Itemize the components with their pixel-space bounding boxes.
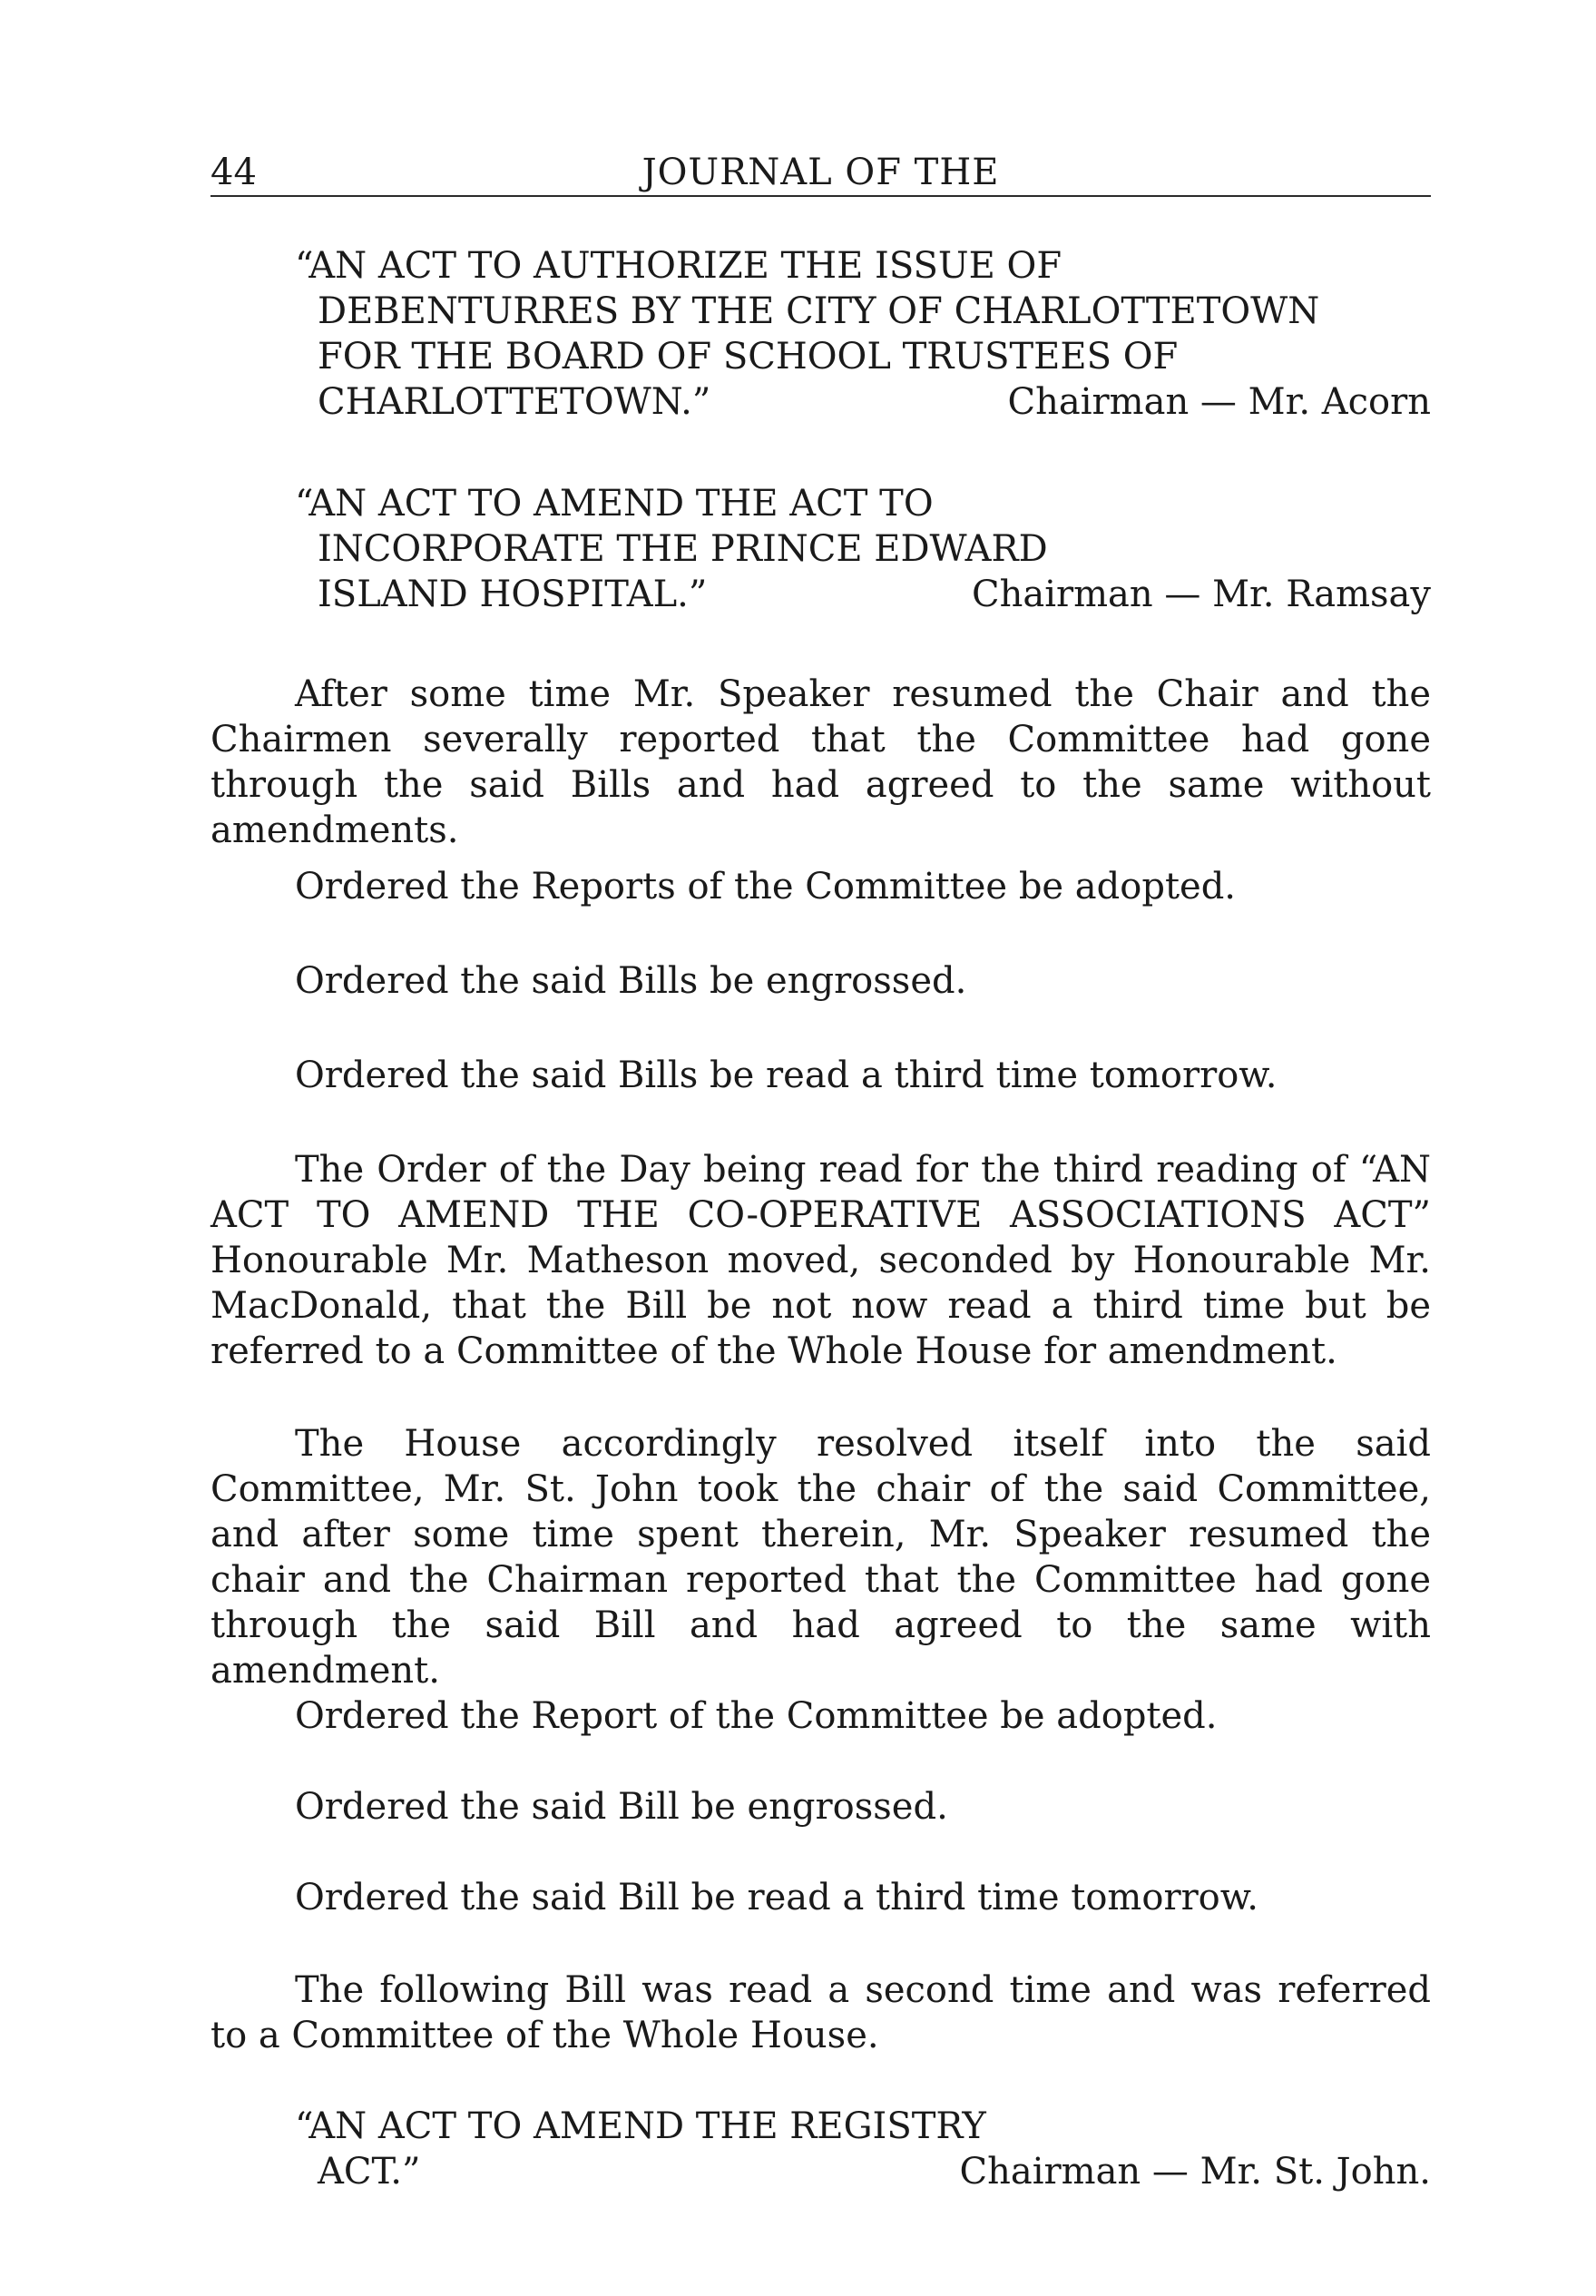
bill-title-line: ACT.” xyxy=(318,2151,421,2193)
bill-title-block xyxy=(295,2104,1431,2194)
committee-chairman: Chairman — Mr. St. John. xyxy=(959,2151,1431,2193)
paragraph: Ordered the said Bill be engrossed. xyxy=(295,1786,948,1828)
bill-title-last-line xyxy=(295,2149,1431,2194)
paragraph: The Order of the Day being read for the third reading of “AN ACT TO AMEND THE CO-OPERATIVE ASSOCIATIONS ACT” Honourable Mr. Matheson moved, seconded by Honourable Mr. MacDonald, that the Bill be not now read a third time but be referred to a Committee of the Whole House for amendment. xyxy=(211,1149,1431,1372)
bill-title-last-line xyxy=(295,572,1431,617)
paragraph: After some time Mr. Speaker resumed the Chair and the Chairmen severally reported that the Committee had gone through the said Bills and had agreed to the same without amendments. xyxy=(211,673,1431,851)
bill-title-block xyxy=(295,481,1431,617)
paragraph: Ordered the said Bills be read a third time tomorrow. xyxy=(295,1055,1278,1096)
bill-title-line: DEBENTURRES BY THE CITY OF CHARLOTTETOWN xyxy=(318,290,1320,332)
paragraph: The following Bill was read a second time and was referred to a Committee of the Whole House. xyxy=(211,1969,1431,2056)
bill-title-line: INCORPORATE THE PRINCE EDWARD xyxy=(318,528,1048,570)
committee-chairman: Chairman — Mr. Acorn xyxy=(1007,381,1431,423)
paragraph: Ordered the said Bills be engrossed. xyxy=(295,960,967,1002)
paragraph: Ordered the Report of the Committee be adopted. xyxy=(295,1695,1218,1737)
paragraph: The House accordingly resolved itself into the said Committee, Mr. St. John took the chair of the said Committee, and after some time spent therein, Mr. Speaker resumed the chair and the Chairman reported that the Committee had gone through the said Bill and had agreed to the same with amendment. xyxy=(211,1423,1431,1692)
bill-title-line: FOR THE BOARD OF SCHOOL TRUSTEES OF xyxy=(318,336,1179,378)
bill-title-line: “AN ACT TO AMEND THE ACT TO xyxy=(295,483,934,525)
committee-chairman: Chairman — Mr. Ramsay xyxy=(972,574,1431,615)
paragraph: Ordered the Reports of the Committee be adopted. xyxy=(295,866,1237,908)
paragraph: Ordered the said Bill be read a third time tomorrow. xyxy=(295,1877,1258,1918)
bill-title-line: “AN ACT TO AMEND THE REGISTRY xyxy=(295,2105,986,2147)
bill-title-line: CHARLOTTETOWN.” xyxy=(318,381,711,423)
bill-title-block xyxy=(295,243,1431,425)
page-header xyxy=(211,150,1431,197)
running-title: JOURNAL OF THE xyxy=(641,152,1000,193)
bill-title-line: ISLAND HOSPITAL.” xyxy=(318,574,708,615)
page-number: 44 xyxy=(211,152,257,193)
bill-title-last-line xyxy=(295,379,1431,425)
bill-title-line: “AN ACT TO AUTHORIZE THE ISSUE OF xyxy=(295,245,1062,287)
